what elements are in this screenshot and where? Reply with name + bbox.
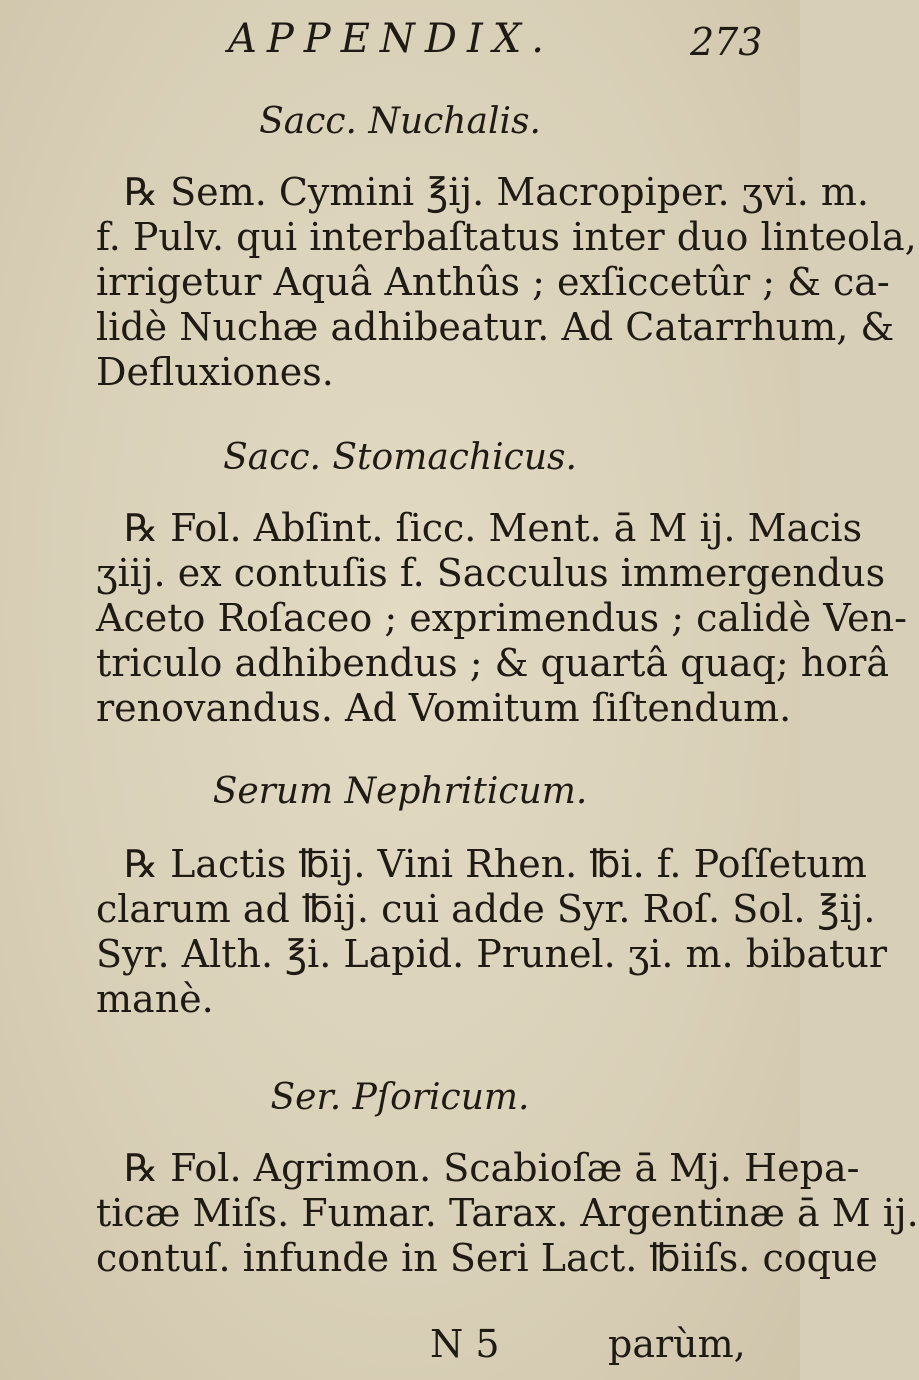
recipe-text (96, 1146, 919, 1281)
text-line: clarum ad ℔ij. cui adde Syr. Roſ. Sol. ℥ij. (96, 887, 876, 931)
recipe-serum-nephriticum (0, 770, 888, 1022)
text-line: ʒiij. ex contuſis f. Sacculus immergendus (96, 551, 886, 595)
text-line: ℞ Fol. Agrimon. Scabioſæ ā Mj. Hepa- (124, 1146, 860, 1190)
text-line: Aceto Roſaceo ; exprimendus ; calidè Ven- (96, 596, 907, 640)
text-line: contuſ. infunde in Seri Lact. ℔iiſs. coque (96, 1236, 878, 1280)
recipe-sacc-stomachicus (0, 436, 907, 731)
text-line: Defluxiones. (96, 350, 334, 394)
recipe-title: Ser. Pſoricum. (270, 1077, 530, 1118)
signature-mark: N 5 (430, 1322, 500, 1366)
text-line: ℞ Sem. Cymini ℥ij. Macropiper. ʒvi. m. (124, 170, 870, 214)
text-line: manè. (96, 977, 214, 1021)
recipe-title: Serum Nephriticum. (212, 771, 588, 812)
text-line: f. Pulv. qui interbaſtatus inter duo linteola, (96, 215, 917, 259)
recipe-text (96, 842, 888, 1022)
page-header (0, 12, 800, 72)
text-line: ticæ Miſs. Fumar. Tarax. Argentinæ ā M ij. (96, 1191, 919, 1235)
catchword: parùm, (608, 1322, 746, 1366)
recipe-title: Sacc. Nuchalis. (259, 101, 541, 142)
recipe-text (96, 170, 917, 395)
text-line: ℞ Lactis ℔ij. Vini Rhen. ℔i. f. Poſſetum (124, 842, 867, 886)
text-line: ℞ Fol. Abſint. ſicc. Ment. ā M ij. Macis (124, 506, 863, 550)
page-footer (0, 1322, 800, 1372)
recipe-title: Sacc. Stomachicus. (223, 437, 577, 478)
text-line: lidè Nuchæ adhibeatur. Ad Catarrhum, & (96, 305, 895, 349)
text-line: irrigetur Aquâ Anthûs ; exſiccetûr ; & ca- (96, 260, 890, 304)
text-line: triculo adhibendus ; & quartâ quaq; horâ (96, 641, 889, 685)
recipe-ser-psoricum (0, 1076, 919, 1281)
running-head: APPENDIX. (228, 16, 554, 62)
recipe-sacc-nuchalis (0, 100, 917, 395)
recipe-text (96, 506, 907, 731)
page-number: 273 (690, 20, 763, 64)
text-line: Syr. Alth. ℥i. Lapid. Prunel. ʒi. m. bibatur (96, 932, 888, 976)
text-line: renovandus. Ad Vomitum ſiſtendum. (96, 686, 792, 730)
